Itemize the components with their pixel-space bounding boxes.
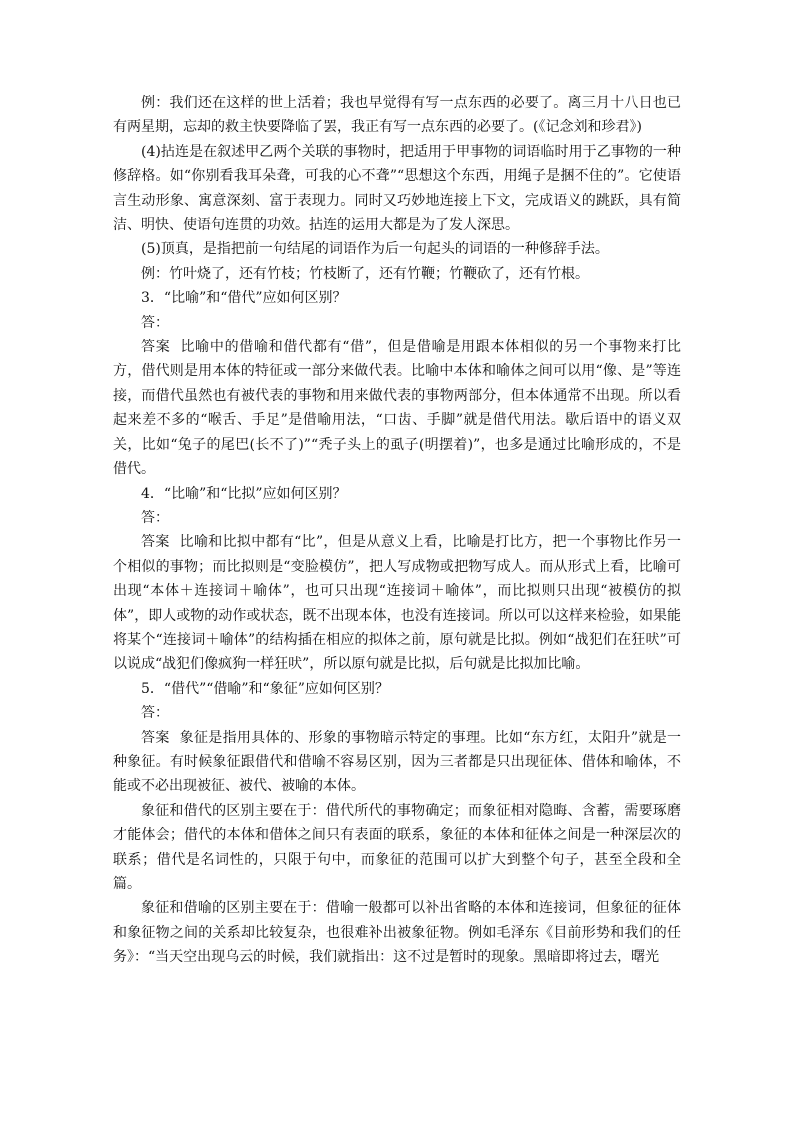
answer-tag: 答案 xyxy=(141,339,171,356)
question-4: 4．“比喻”和“比拟”应如何区别？ xyxy=(141,485,347,502)
answer-text: 比喻和比拟中都有“比”，但是从意义上看，比喻是打比方，把一个事物比作另一个相似的事物；而比拟则是“变脸模仿”，把人写成物或把物写成人。而从形式上看，比喻可出现“本体＋连接词＋喻体”，也可只出现“连接词＋喻体”，而比拟则只出现“被模仿的拟体”，即人或物的动作或状态，既不出现本体，也没有连接词。所以可以这样来检验，如果能将某个“连接词＋喻体”的结构插在相应的拟体之前，原句就是比拟。例如“战犯们在狂吠”可以说成“战犯们像疯狗一样狂吠”，所以原句就是比拟，后句就是比拟加比喻。 xyxy=(113,534,682,673)
document-page xyxy=(113,91,681,970)
answer-prompt: 答： xyxy=(141,314,169,331)
example-paragraph: 例：我们还在这样的世上活着；我也早觉得有写一点东西的必要了。离三月十八日也已有两星期，忘却的救主快要降临了罢，我正有写一点东西的必要了。(《记念刘和珍君》) xyxy=(113,95,681,136)
symbol-vs-metaphor-paragraph: 象征和借喻的区别主要在于：借喻一般都可以补出省略的本体和连接词，但象征的征体和象征物之间的关系却比较复杂，也很难补出被象征物。例如毛泽东《目前形势和我们的任务》：“当天空出现乌云的时候，我们就指出：这不过是暂时的现象。黑暗即将过去，曙光 xyxy=(113,900,681,966)
question-3: 3．“比喻”和“借代”应如何区别？ xyxy=(141,290,347,307)
anadiplosis-paragraph: (5)顶真，是指把前一句结尾的词语作为后一句起头的词语的一种修辞手法。 xyxy=(141,241,609,258)
symbol-vs-metonymy-paragraph: 象征和借代的区别主要在于：借代所代的事物确定；而象征相对隐晦、含蓄，需要琢磨才能体会；借代的本体和借体之间只有表面的联系，象征的本体和征体之间是一种深层次的联系；借代是名词性的，只限于句中，而象征的范围可以扩大到整个句子，甚至全段和全篇。 xyxy=(113,802,681,892)
answer-text: 比喻中的借喻和借代都有“借”，但是借喻是用跟本体相似的另一个事物来打比方，借代则是用本体的特征或一部分来做代表。比喻中本体和喻体之间可以用“像、是”等连接，而借代虽然也有被代表的事物和用来做代表的事物两部分，但本体通常不出现。所以看起来差不多的“喉舌、手足”是借喻用法，“口齿、手脚”就是借代用法。歇后语中的语义双关，比如“兔子的尾巴(长不了)”“秃子头上的虱子(明摆着)”，也多是通过比喻形成的，不是借代。 xyxy=(113,339,682,478)
answer-tag: 答案 xyxy=(141,534,170,551)
answer-4 xyxy=(113,530,681,676)
answer-tag: 答案 xyxy=(141,729,170,746)
answer-prompt: 答： xyxy=(141,509,169,526)
answer-prompt: 答： xyxy=(141,705,169,722)
answer-5 xyxy=(113,726,681,799)
question-5: 5．“借代”“借喻”和“象征”应如何区别？ xyxy=(141,680,389,697)
example-paragraph: 例：竹叶烧了，还有竹枝；竹枝断了，还有竹鞭；竹鞭砍了，还有竹根。 xyxy=(141,265,589,282)
answer-3 xyxy=(113,335,681,481)
zeugma-paragraph: (4)拈连是在叙述甲乙两个关联的事物时，把适用于甲事物的词语临时用于乙事物的一种修辞格。如“你别看我耳朵聋，可我的心不聋”“思想这个东西，用绳子是捆不住的”。它使语言生动形象、寓意深刻、富于表现力。同时又巧妙地连接上下文，完成语义的跳跃，具有简洁、明快、使语句连贯的功效。拈连的运用大都是为了发人深思。 xyxy=(113,143,681,234)
answer-text: 象征是指用具体的、形象的事物暗示特定的事理。比如“东方红，太阳升”就是一种象征。有时候象征跟借代和借喻不容易区别，因为三者都是只出现征体、借体和喻体，不能或不必出现被征、被代、被喻的本体。 xyxy=(113,729,682,795)
